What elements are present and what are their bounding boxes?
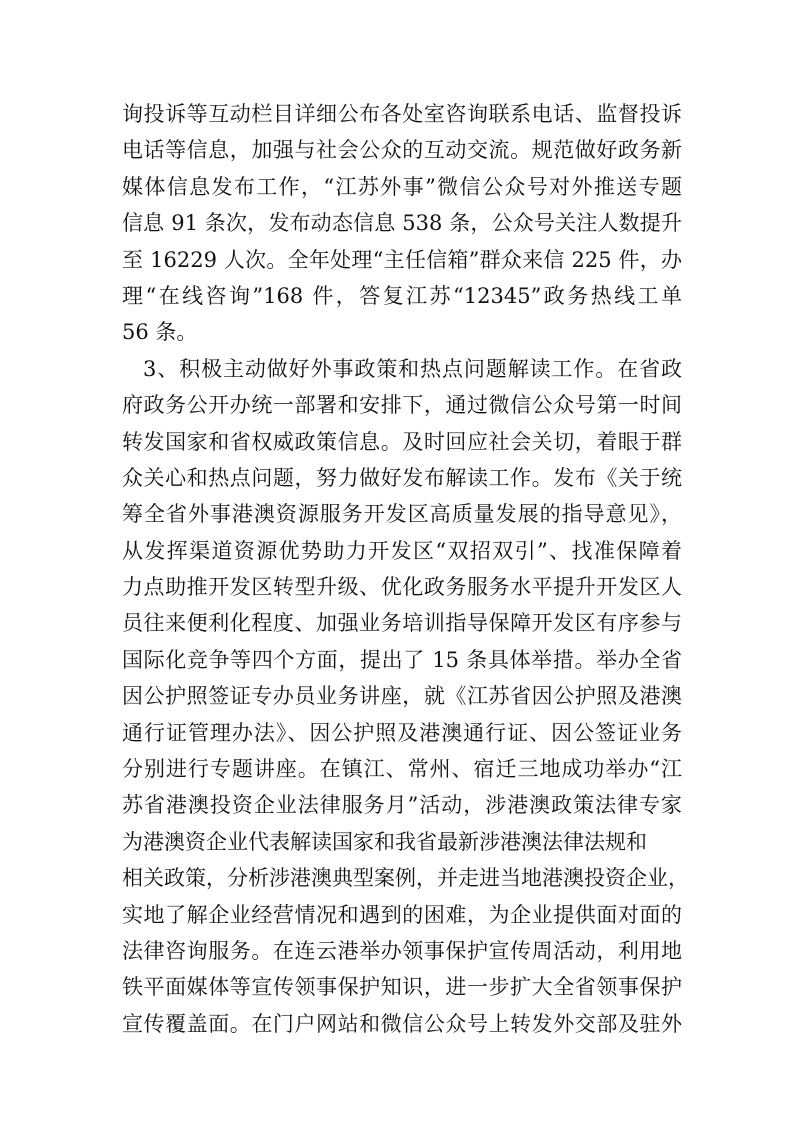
text-line: 询投诉等互动栏目详细公布各处室咨询联系电话、监督投诉 — [122, 102, 682, 126]
text-line: 为港澳资企业代表解读国家和我省最新涉港澳法律法规和 — [122, 829, 647, 854]
text-line: 因公护照签证专办员业务讲座，就《江苏省因公护照及港澳 — [122, 684, 682, 709]
text-line: 筹全省外事港澳资源服务开发区高质量发展的指导意见》， — [122, 502, 682, 527]
text-line: 信息 91 条次，发布动态信息 538 条，公众号关注人数提升 — [122, 211, 682, 236]
text-line: 分别进行专题讲座。在镇江、常州、宿迁三地成功举办“江 — [122, 757, 682, 782]
text-line: 电话等信息，加强与社会公众的互动交流。规范做好政务新 — [122, 138, 682, 163]
text-line: 至 16229 人次。全年处理“主任信箱”群众来信 225 件，办 — [122, 247, 682, 272]
text-line: 法律咨询服务。在连云港举办领事保护宣传周活动，利用地 — [122, 938, 682, 963]
text-line: 众关心和热点问题，努力做好发布解读工作。发布《关于统 — [122, 465, 682, 490]
text-line: 理“在线咨询”168 件，答复江苏“12345”政务热线工单 — [122, 283, 682, 308]
text-line: 国际化竞争等四个方面，提出了 15 条具体举措。举办全省 — [122, 647, 682, 672]
text-line: 员往来便利化程度、加强业务培训指导保障开发区有序参与 — [122, 611, 682, 636]
text-line: 实地了解企业经营情况和遇到的困难，为企业提供面对面的 — [122, 902, 682, 927]
text-line: 苏省港澳投资企业法律服务月”活动，涉港澳政策法律专家 — [122, 793, 682, 818]
text-line: 铁平面媒体等宣传领事保护知识，进一步扩大全省领事保护 — [122, 975, 682, 1000]
text-line: 力点助推开发区转型升级、优化政务服务水平提升开发区人 — [122, 575, 682, 600]
text-line: 转发国家和省权威政策信息。及时回应社会关切，着眼于群 — [122, 429, 682, 454]
text-line: 媒体信息发布工作，“江苏外事”微信公众号对外推送专题 — [122, 174, 682, 199]
text-line: 府政务公开办统一部署和安排下，通过微信公众号第一时间 — [122, 393, 682, 418]
paragraph-heading-line: 3、积极主动做好外事政策和热点问题解读工作。在省政 — [143, 356, 682, 381]
text-line: 相关政策，分析涉港澳典型案例，并走进当地港澳投资企业， — [122, 866, 689, 891]
text-line: 从发挥渠道资源优势助力开发区“双招双引”、找准保障着 — [122, 538, 682, 563]
text-line: 56 条。 — [122, 320, 198, 345]
text-line: 通行证管理办法》、因公护照及港澳通行证、因公签证业务 — [122, 720, 682, 745]
text-line: 宣传覆盖面。在门户网站和微信公众号上转发外交部及驻外 — [122, 1011, 682, 1036]
body-text — [122, 96, 689, 1042]
